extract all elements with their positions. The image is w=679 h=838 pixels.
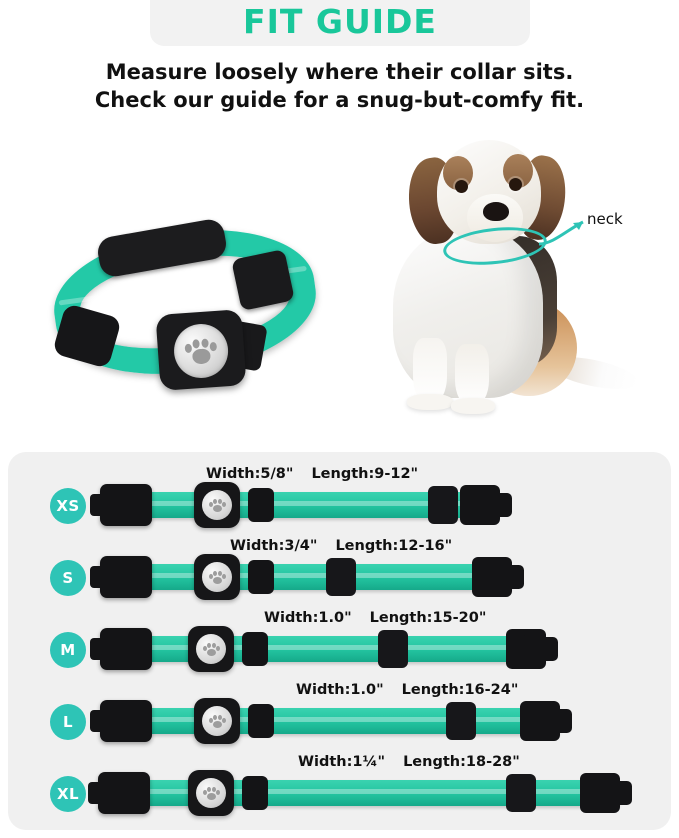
dog-nose — [483, 202, 509, 221]
strap-airtag-holder-xs — [194, 482, 240, 528]
size-width-m: Width:1.0" — [264, 610, 352, 626]
size-row-l — [8, 682, 671, 756]
subtitle-line-2: Check our guide for a snug-but-comfy fit. — [94, 88, 585, 112]
paw-icon — [203, 787, 219, 801]
paw-icon — [209, 715, 225, 729]
size-row-s — [8, 538, 671, 612]
size-length-s: Length:12-16" — [335, 538, 453, 554]
strap-buckle-left-l — [100, 700, 152, 742]
hero-section — [0, 128, 679, 448]
strap-airtag-disc-s — [202, 562, 232, 592]
neck-arrow-icon — [537, 214, 589, 248]
strap-m — [112, 636, 546, 662]
strap-s — [112, 564, 512, 590]
size-spec-s — [230, 538, 452, 554]
size-length-l: Length:16-24" — [401, 682, 519, 698]
size-spec-l — [296, 682, 518, 698]
size-width-s: Width:3/4" — [230, 538, 318, 554]
strap-d-ring-xl — [242, 776, 268, 810]
size-row-xs — [8, 466, 671, 540]
strap-slider-m — [378, 630, 408, 668]
size-spec-m — [264, 610, 486, 626]
strap-l — [112, 708, 560, 734]
paw-icon — [203, 643, 219, 657]
strap-d-ring-m — [242, 632, 268, 666]
strap-slider-s — [326, 558, 356, 596]
dog-photo — [351, 132, 651, 432]
strap-airtag-holder-s — [194, 554, 240, 600]
strap-d-ring-s — [248, 560, 274, 594]
strap-slider-xs — [428, 486, 458, 524]
size-width-xl: Width:1¼" — [298, 754, 386, 770]
paw-icon — [209, 499, 225, 513]
strap-airtag-disc-xl — [196, 778, 226, 808]
size-badge-xl: XL — [50, 776, 86, 812]
strap-buckle-left-m — [100, 628, 152, 670]
subtitle — [0, 58, 679, 114]
strap-buckle-left-s — [100, 556, 152, 598]
size-length-xs: Length:9-12" — [311, 466, 419, 482]
strap-buckle-left-xl — [98, 772, 150, 814]
strap-slider-l — [446, 702, 476, 740]
strap-prong-xl — [598, 778, 616, 808]
size-badge-m: M — [50, 632, 86, 668]
strap-prong-xs — [478, 490, 496, 520]
size-spec-xl — [298, 754, 520, 770]
size-badge-xs: XS — [50, 488, 86, 524]
dog-eye-right — [509, 178, 522, 191]
strap-airtag-disc-xs — [202, 490, 232, 520]
strap-prong-m — [524, 634, 542, 664]
size-length-xl: Length:18-28" — [403, 754, 520, 770]
strap-d-ring-l — [248, 704, 274, 738]
size-row-xl — [8, 754, 671, 828]
strap-prong-l — [538, 706, 556, 736]
strap-prong-s — [490, 562, 508, 592]
paw-icon — [209, 571, 225, 585]
strap-buckle-left-xs — [100, 484, 152, 526]
strap-airtag-disc-m — [196, 634, 226, 664]
size-width-l: Width:1.0" — [296, 682, 384, 698]
dog-paw-left — [407, 394, 453, 410]
size-row-m — [8, 610, 671, 684]
strap-d-ring-xs — [248, 488, 274, 522]
size-width-xs: Width:5/8" — [206, 466, 294, 482]
dog-eye-left — [455, 180, 468, 193]
collar-product-photo — [40, 228, 340, 388]
strap-airtag-holder-m — [188, 626, 234, 672]
size-chart-panel — [8, 452, 671, 830]
subtitle-line-1: Measure loosely where their collar sits. — [105, 60, 574, 84]
airtag-holder — [155, 309, 246, 391]
collar-buckle — [231, 249, 295, 311]
size-spec-xs — [206, 466, 418, 482]
size-length-m: Length:15-20" — [369, 610, 487, 626]
airtag-disc — [172, 322, 230, 380]
paw-icon — [183, 336, 219, 368]
dog-front-leg-right — [455, 344, 489, 406]
header-band — [0, 0, 679, 48]
strap-airtag-disc-l — [202, 706, 232, 736]
neck-label: neck — [587, 210, 623, 228]
dog-paw-right — [451, 398, 495, 414]
strap-airtag-holder-xl — [188, 770, 234, 816]
strap-slider-xl — [506, 774, 536, 812]
size-badge-l: L — [50, 704, 86, 740]
strap-airtag-holder-l — [194, 698, 240, 744]
page-title: FIT GUIDE — [243, 2, 437, 41]
size-badge-s: S — [50, 560, 86, 596]
